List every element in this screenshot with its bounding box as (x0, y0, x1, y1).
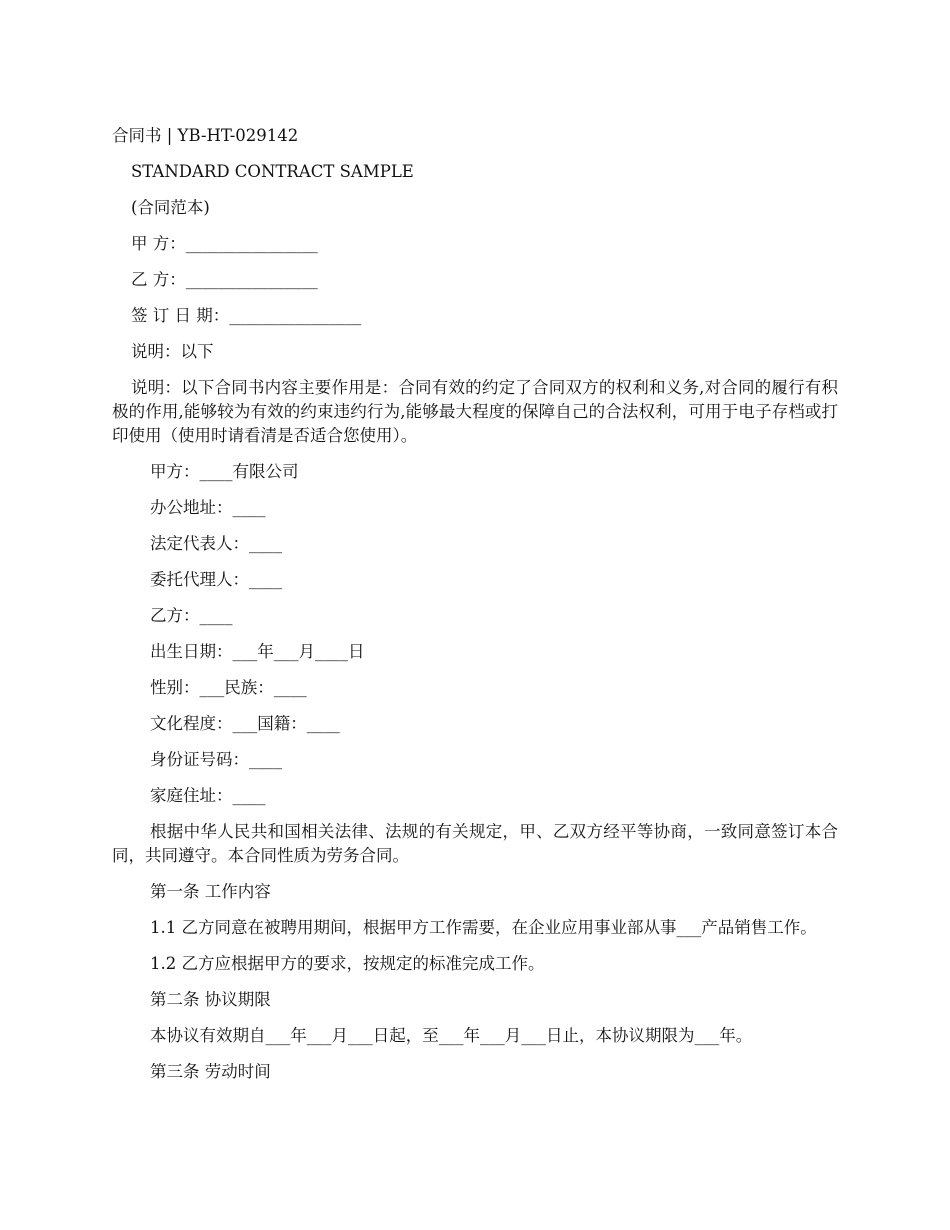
article-2-heading: 第二条 协议期限 (150, 990, 271, 1009)
legal-representative: 法定代表人：____ (150, 534, 282, 553)
title-english: STANDARD CONTRACT SAMPLE (131, 162, 414, 181)
party-a-field: 甲 方：________________ (131, 234, 318, 253)
article-1-heading: 第一条 工作内容 (150, 882, 271, 901)
note-short: 说明：以下 (131, 342, 214, 361)
authorized-agent: 委托代理人：____ (150, 570, 282, 589)
preamble-paragraph: 根据中华人民共和国相关法律、法规的有关规定，甲、乙双方经平等协商，一致同意签订本合同，共同遵守。本合同性质为劳务合同。 (112, 822, 838, 865)
birth-date: 出生日期：___年___月____日 (150, 642, 365, 661)
article-1-1: 1.1 乙方同意在被聘用期间，根据甲方工作需要，在企业应用事业部从事___产品销售工作。 (150, 918, 817, 937)
home-address: 家庭住址：____ (150, 786, 266, 805)
gender-ethnicity: 性别：___民族：____ (150, 678, 307, 697)
title-chinese: (合同范本) (131, 198, 210, 217)
document-header: 合同书 | YB-HT-029142 (112, 126, 299, 145)
party-b-name: 乙方：____ (150, 606, 233, 625)
article-1-2: 1.2 乙方应根据甲方的要求，按规定的标准完成工作。 (150, 954, 545, 973)
party-b-field: 乙 方：________________ (131, 270, 318, 289)
article-2-text: 本协议有效期自___年___月___日起，至___年___月___日止，本协议期限为___年。 (150, 1026, 753, 1045)
education-nationality: 文化程度：___国籍：____ (150, 714, 340, 733)
note-paragraph: 说明：以下合同书内容主要作用是：合同有效的约定了合同双方的权利和义务,对合同的履行有积极的作用,能够较为有效的约束违约行为,能够最大程度的保障自己的合法权利，可用于电子存档或打印使用（使用时请看清是否适合您使用）。 (112, 378, 838, 445)
article-3-heading: 第三条 劳动时间 (150, 1062, 271, 1081)
office-address: 办公地址：____ (150, 498, 266, 517)
party-a-company: 甲方：____有限公司 (150, 462, 299, 481)
sign-date-field: 签 订 日 期：________________ (131, 306, 362, 325)
id-number: 身份证号码：____ (150, 750, 282, 769)
